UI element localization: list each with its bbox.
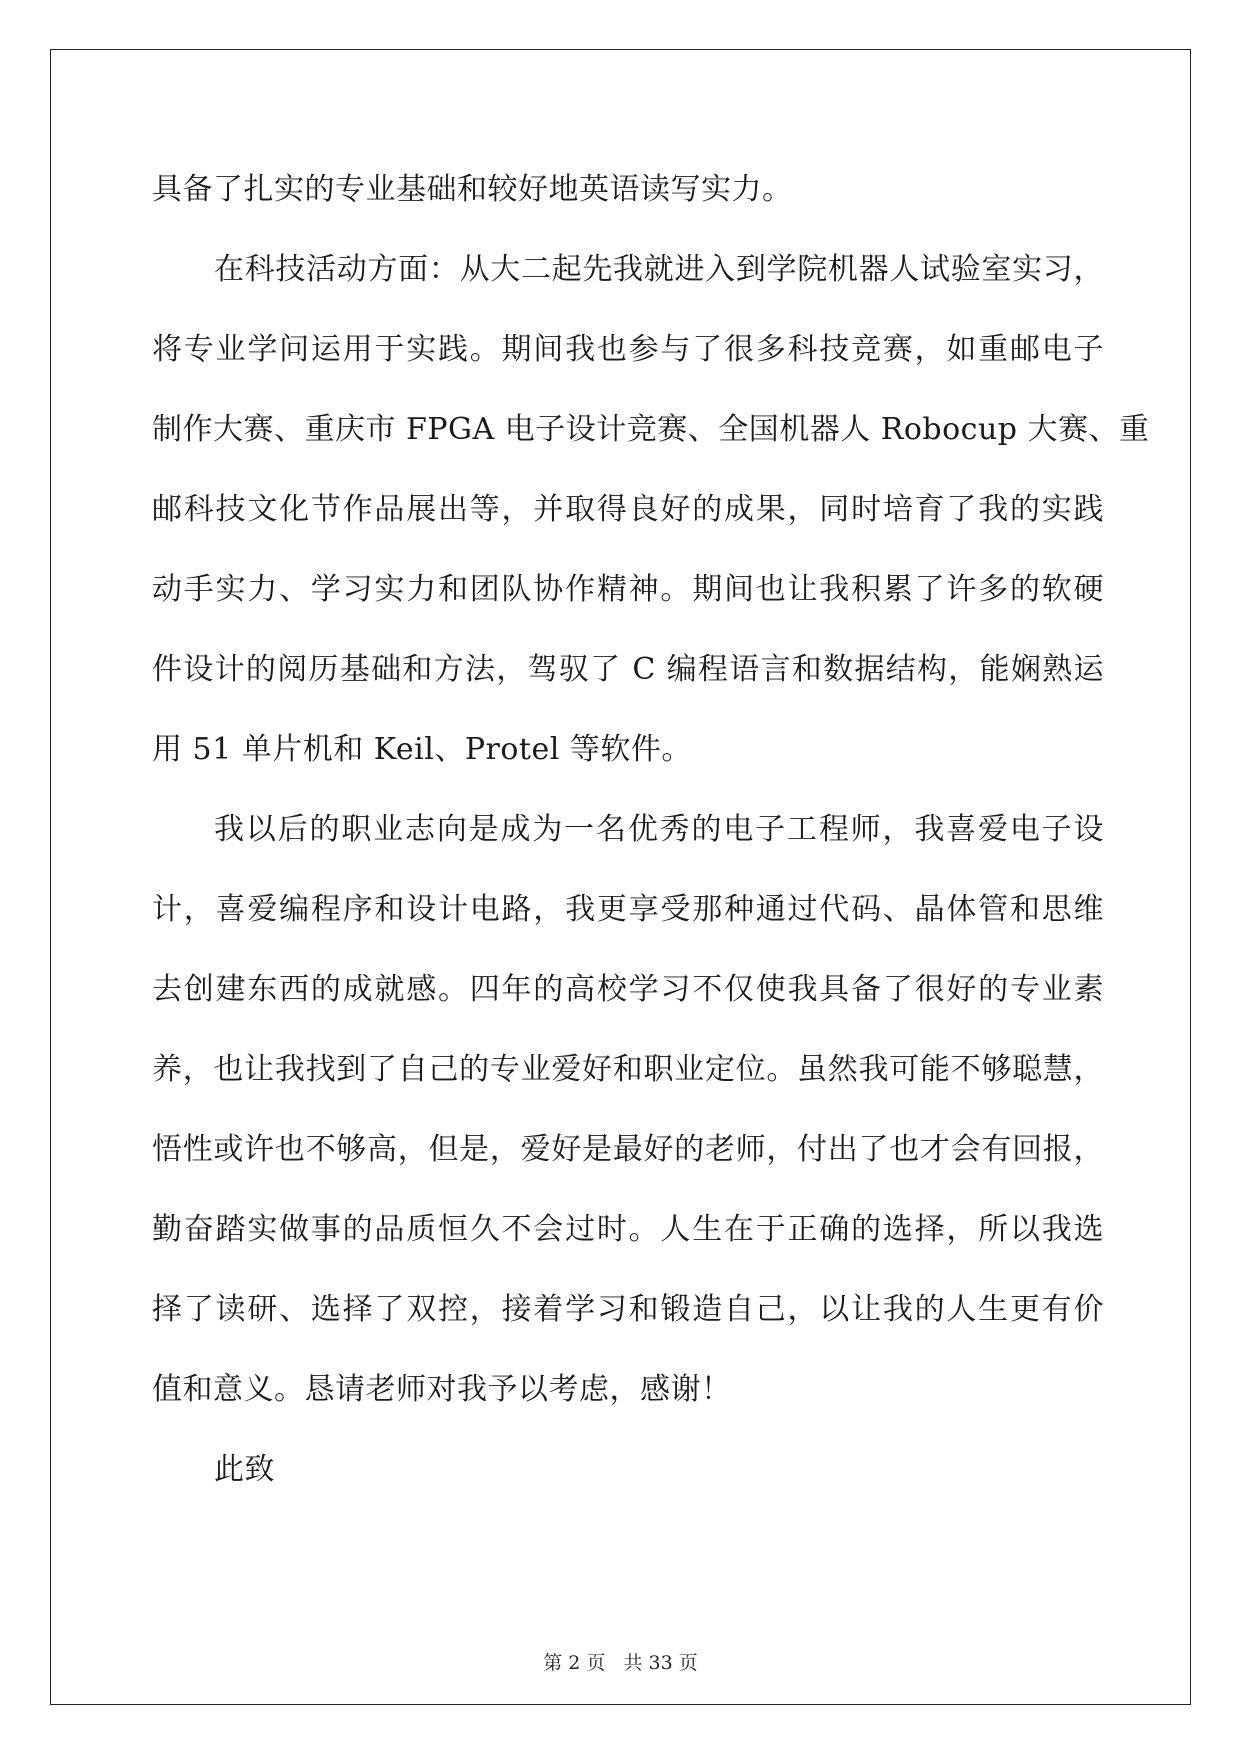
text-line: 我以后的职业志向是成为一名优秀的电子工程师，我喜爱电子设 [214,812,1104,847]
document-body [152,150,1150,1510]
page-total: 共 33 页 [623,1652,698,1674]
text-line: 养，也让我找到了自己的专业爱好和职业定位。虽然我可能不够聪慧， [152,1052,1104,1087]
text-line: 值和意义。恳请老师对我予以考虑，感谢！ [152,1372,732,1407]
closing-salutation: 此致 [214,1452,275,1487]
text-line: 具备了扎实的专业基础和较好地英语读写实力。 [152,172,793,207]
text-line: 将专业学问运用于实践。期间我也参与了很多科技竞赛，如重邮电子 [152,332,1104,367]
text-line: 在科技活动方面：从大二起先我就进入到学院机器人试验室实习， [214,252,1104,287]
text-line: 悟性或许也不够高，但是，爱好是最好的老师，付出了也才会有回报， [152,1132,1104,1167]
text-line: 勤奋踏实做事的品质恒久不会过时。人生在于正确的选择，所以我选 [152,1212,1104,1247]
text-line: 动手实力、学习实力和团队协作精神。期间也让我积累了许多的软硬 [152,572,1104,607]
text-line: 邮科技文化节作品展出等，并取得良好的成果，同时培育了我的实践 [152,492,1104,527]
page-number: 第 2 页 [543,1652,606,1674]
text-line: 计，喜爱编程序和设计电路，我更享受那种通过代码、晶体管和思维 [152,892,1104,927]
text-line: 件设计的阅历基础和方法，驾驭了 C 编程语言和数据结构，能娴熟运 [152,652,1104,687]
text-line: 择了读研、选择了双控，接着学习和锻造自己，以让我的人生更有价 [152,1292,1104,1327]
text-line: 制作大赛、重庆市 FPGA 电子设计竞赛、全国机器人 Robocup 大赛、重 [152,412,1150,447]
page-footer [0,1648,1241,1675]
text-line: 去创建东西的成就感。四年的高校学习不仅使我具备了很好的专业素 [152,972,1104,1007]
text-line: 用 51 单片机和 Keil、Protel 等软件。 [152,732,692,767]
